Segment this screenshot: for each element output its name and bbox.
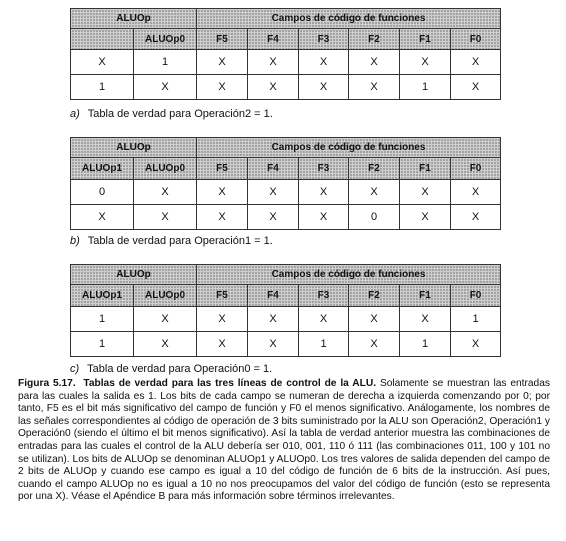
table-cell: X (248, 50, 299, 75)
column-header: F1 (400, 158, 451, 180)
figure-title: Tablas de verdad para las tres líneas de control de la ALU. (83, 378, 377, 389)
table-cell: X (299, 180, 349, 205)
caption-letter: a) (70, 108, 80, 120)
table-row (71, 332, 501, 357)
table-cell: 1 (299, 332, 349, 357)
table-row (71, 50, 501, 75)
table-cell: X (134, 205, 197, 230)
table-caption-c (70, 363, 272, 375)
column-header: F0 (451, 158, 501, 180)
table-cell: X (299, 75, 349, 100)
table-cell: X (248, 205, 299, 230)
table-caption-a (70, 108, 273, 120)
table-cell: X (400, 205, 451, 230)
truth-table-c (70, 264, 501, 357)
table-cell: X (248, 332, 299, 357)
table-cell: X (299, 307, 349, 332)
table-cell: X (248, 75, 299, 100)
table-cell: X (248, 180, 299, 205)
table-cell: 1 (400, 75, 451, 100)
column-header: F4 (248, 158, 299, 180)
caption-letter: c) (70, 363, 80, 375)
table-cell: 0 (71, 180, 134, 205)
column-header: ALUOp1 (71, 158, 134, 180)
column-header: F4 (248, 29, 299, 50)
table-cell: X (197, 50, 248, 75)
column-header: ALUOp0 (134, 285, 197, 307)
table-cell: X (197, 332, 248, 357)
column-header: F3 (299, 29, 349, 50)
figure-body: Solamente se muestran las entradas para las cuales la salida es 1. Los bits de cada campo se numeran de derecha a izquierda comenzando por 0; por tanto, F5 es el bit más significativo del campo de función y F0 el menos significativo. Análogamente, los nombres de las señales correspondientes al código de operación de 3 bits suministrado por la ALU son Operación2, Operación1 y Operación0 (siendo el último el bit menos significativo). Así la tabla de verdad anterior muestra las combinaciones de entradas para las cuales el control de la ALU debería ser 010, 001, 110 ó 111 (las combinaciones 011, 100 y 101 no se utilizan). Los bits de ALUOp se denominan ALUOp1 y ALUOp0. Los tres valores de salida dependen del campo de 2 bits de ALUOp y cuando ese campo es igual a 10 del código de función de 6 bits de la instrucción. Así pues, cuando el campo ALUOp no es igual a 10 no nos preocupamos del valor del código de función (esto se representa por una X). Véase el Apéndice B para más información sobre términos irrelevantes. (18, 378, 550, 503)
table-caption-b (70, 235, 273, 247)
table-cell: X (400, 307, 451, 332)
table-cell: 1 (71, 332, 134, 357)
column-header: F0 (451, 285, 501, 307)
column-header: ALUOp1 (71, 285, 134, 307)
caption-text: Tabla de verdad para Operación2 = 1. (87, 108, 273, 120)
column-header: F2 (349, 285, 400, 307)
table-cell: X (134, 75, 197, 100)
table-cell: 1 (451, 307, 501, 332)
function-fields-header: Campos de código de funciones (197, 138, 501, 158)
column-header: F2 (349, 158, 400, 180)
table-cell: 1 (134, 50, 197, 75)
column-header: F3 (299, 158, 349, 180)
table-cell: X (451, 180, 501, 205)
table-row (71, 205, 501, 230)
table-cell: X (71, 205, 134, 230)
table-cell: X (299, 50, 349, 75)
table-cell: X (134, 180, 197, 205)
table-cell: 1 (71, 75, 134, 100)
figure-caption (18, 378, 550, 504)
column-header: F1 (400, 29, 451, 50)
aluop-group-header: ALUOp (71, 138, 197, 158)
caption-letter: b) (70, 235, 80, 247)
table-cell: X (71, 50, 134, 75)
column-header: ALUOp0 (134, 29, 197, 50)
table-cell: X (349, 75, 400, 100)
column-header: F5 (197, 285, 248, 307)
table-row (71, 180, 501, 205)
table-cell: X (299, 205, 349, 230)
table-cell: X (134, 307, 197, 332)
table-cell: X (451, 50, 501, 75)
function-fields-header: Campos de código de funciones (197, 9, 501, 29)
table-row (71, 307, 501, 332)
table-cell: 0 (349, 205, 400, 230)
column-header: F5 (197, 158, 248, 180)
truth-table-a (70, 8, 501, 100)
table-cell: X (197, 180, 248, 205)
table-cell: X (451, 205, 501, 230)
table-cell: X (349, 307, 400, 332)
table-cell: X (349, 332, 400, 357)
table-cell: X (451, 75, 501, 100)
column-header: F1 (400, 285, 451, 307)
column-header (71, 29, 134, 50)
aluop-group-header: ALUOp (71, 9, 197, 29)
column-header: ALUOp0 (134, 158, 197, 180)
truth-table-b (70, 137, 501, 230)
table-cell: 1 (71, 307, 134, 332)
column-header: F3 (299, 285, 349, 307)
function-fields-header: Campos de código de funciones (197, 265, 501, 285)
table-cell: X (349, 50, 400, 75)
column-header: F0 (451, 29, 501, 50)
caption-text: Tabla de verdad para Operación1 = 1. (87, 235, 273, 247)
table-cell: 1 (400, 332, 451, 357)
column-header: F2 (349, 29, 400, 50)
table-cell: X (451, 332, 501, 357)
table-cell: X (134, 332, 197, 357)
table-cell: X (400, 180, 451, 205)
table-cell: X (197, 75, 248, 100)
column-header: F4 (248, 285, 299, 307)
caption-text: Tabla de verdad para Operación0 = 1. (87, 363, 273, 375)
table-cell: X (197, 205, 248, 230)
table-cell: X (197, 307, 248, 332)
column-header: F5 (197, 29, 248, 50)
table-row (71, 75, 501, 100)
table-cell: X (400, 50, 451, 75)
figure-label: Figura 5.17. (18, 378, 76, 389)
table-cell: X (349, 180, 400, 205)
aluop-group-header: ALUOp (71, 265, 197, 285)
table-cell: X (248, 307, 299, 332)
